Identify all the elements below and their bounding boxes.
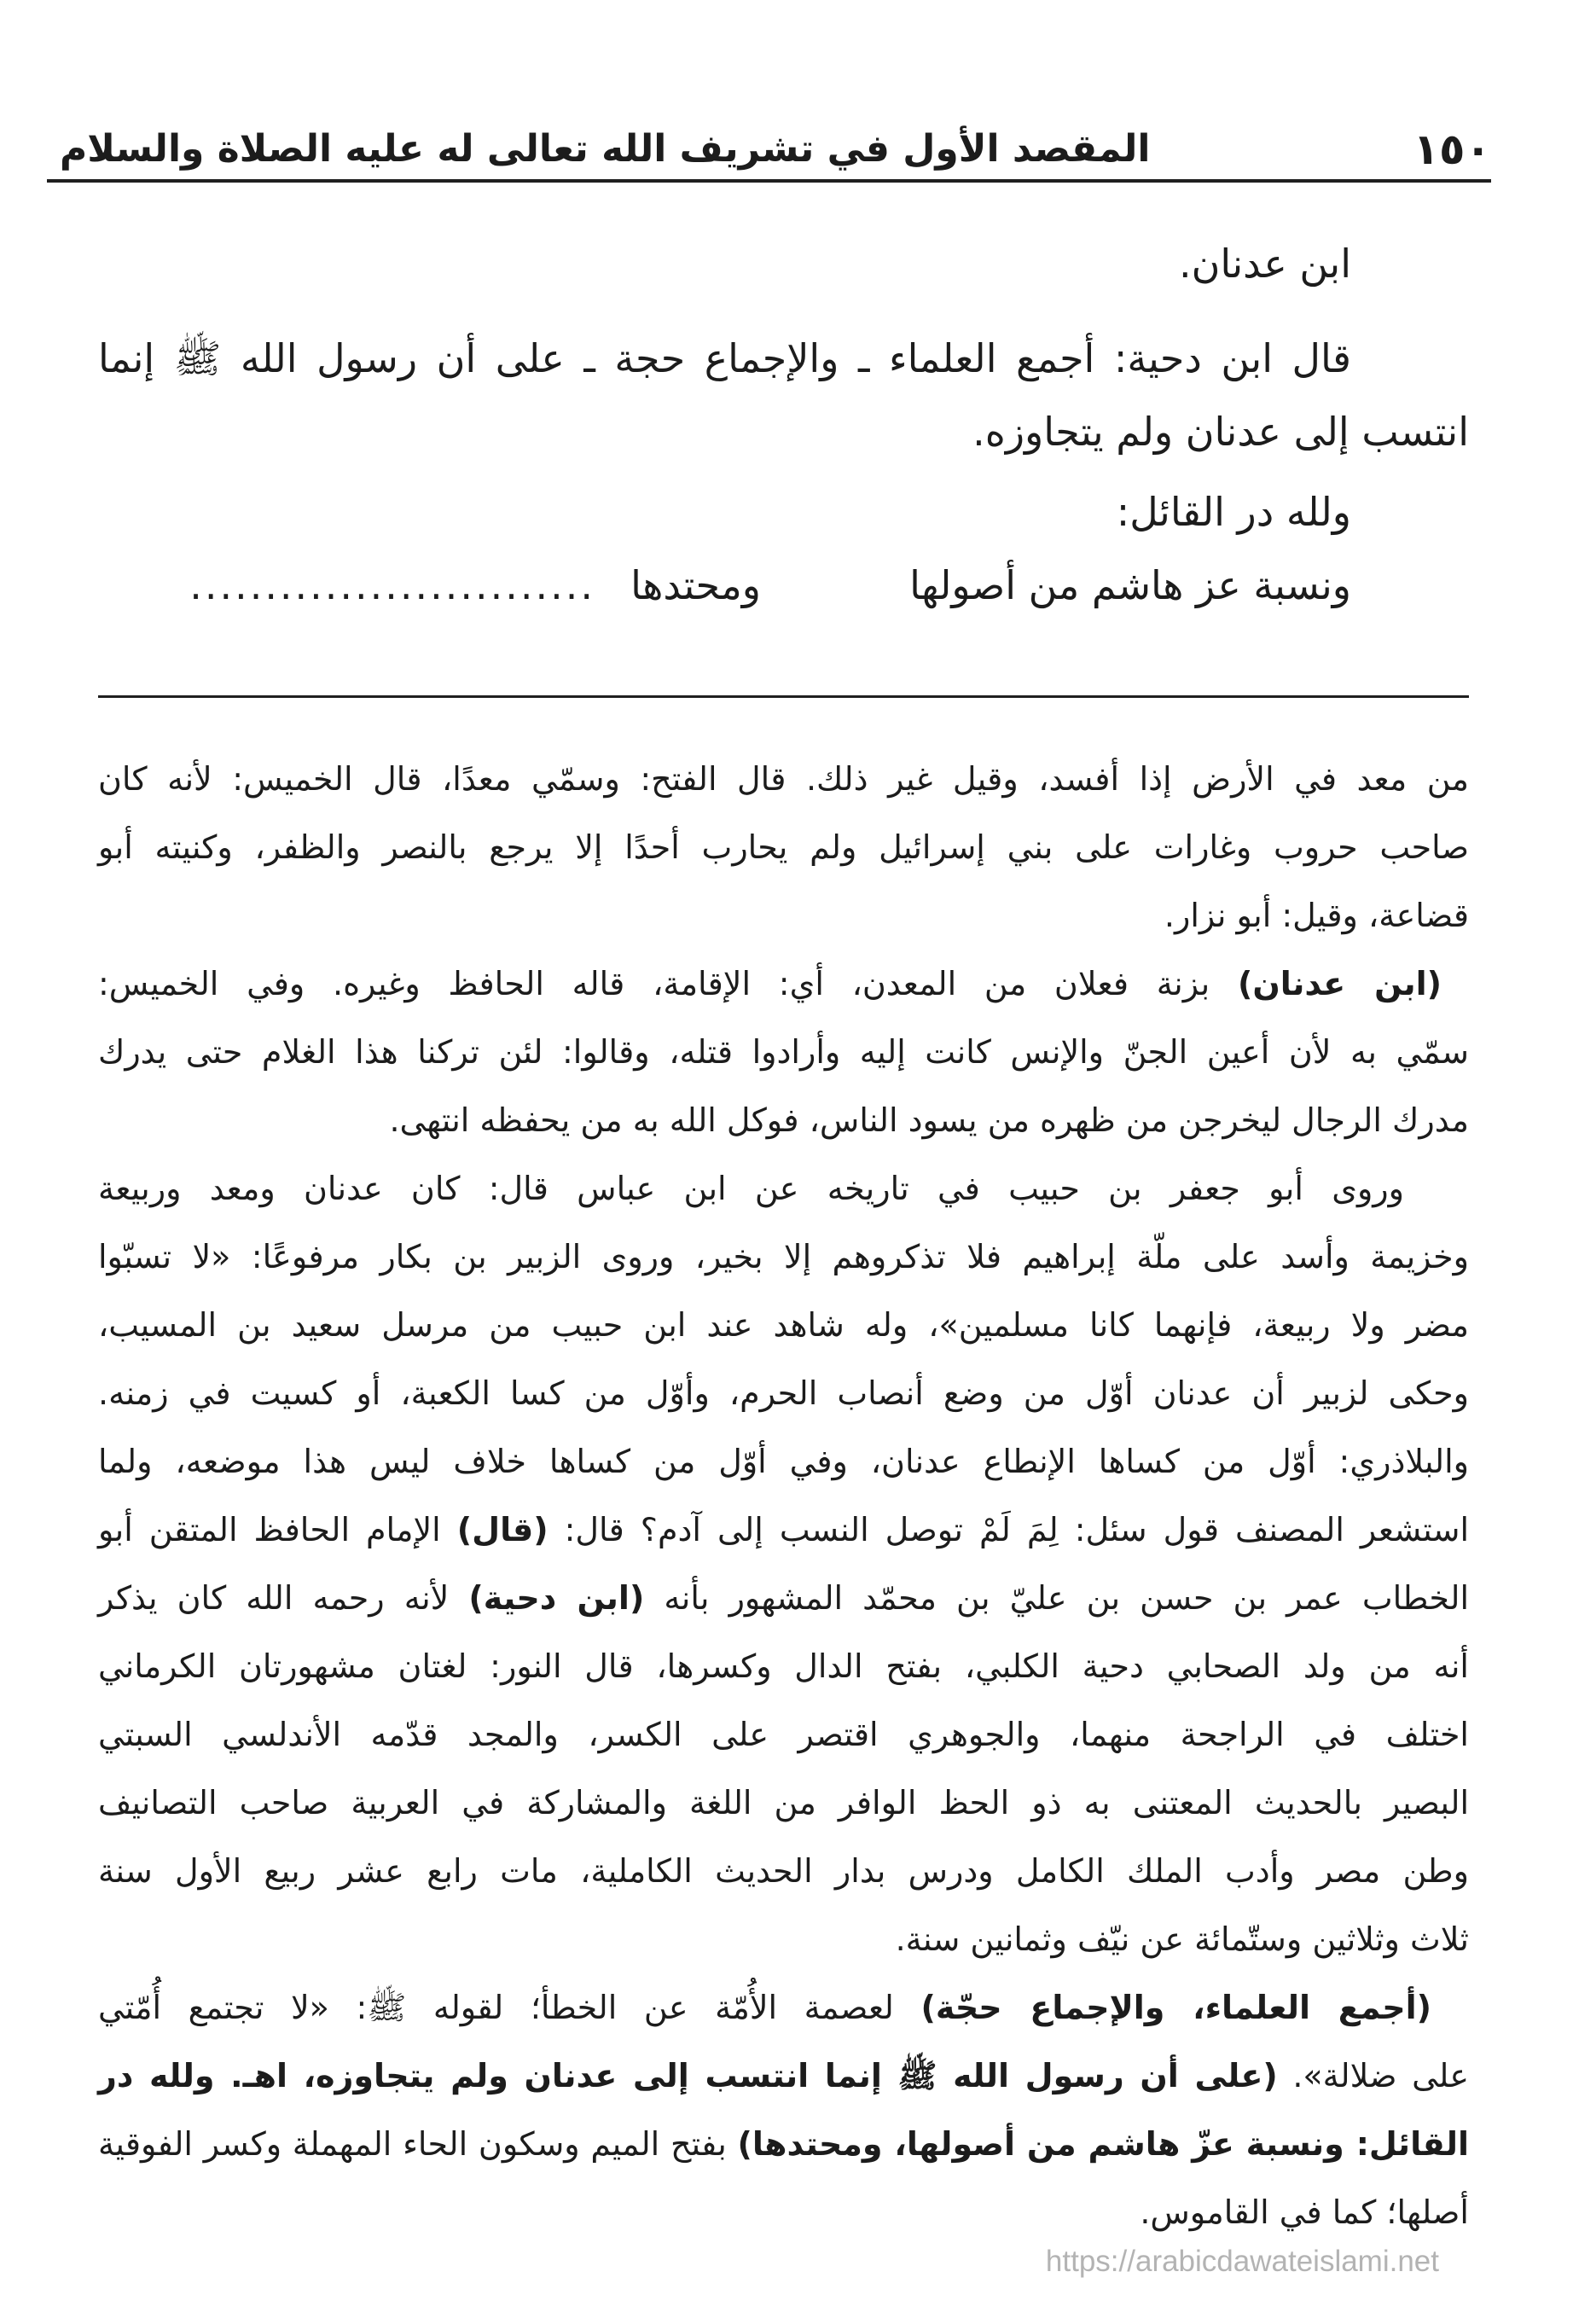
line-text: قال ابن دحية: أجمع العلماء ـ والإجماع حجة ـ على أن رسول الله ﷺ إنما — [98, 335, 1351, 381]
commentary-line — [98, 2178, 1469, 2246]
main-paragraph — [98, 227, 1469, 300]
line-text: لأنه رحمه الله كان يذكر — [98, 1579, 469, 1617]
commentary-line — [98, 1154, 1469, 1223]
line-text: بزنة فعلان من المعدن، أي: الإقامة، قاله الحافظ وغيره. وفي الخميس: — [98, 965, 1238, 1002]
commentary-line — [98, 950, 1469, 1018]
line-text: من معد في الأرض إذا أفسد، وقيل غير ذلك. قال الفتح: وسمّي معدًا، قال الخميس: لأنه كان — [98, 760, 1469, 798]
commentary-line — [98, 2042, 1469, 2110]
commentary-paragraph — [98, 1154, 1469, 1973]
quoted-matn-segment: (قال) — [456, 1511, 549, 1548]
commentary-line — [98, 881, 1469, 950]
line-text: وطن مصر وأدب الملك الكامل ودرس بدار الحديث الكاملية، مات رابع عشر ربيع الأول سنة — [98, 1852, 1469, 1890]
quoted-matn-segment: القائل: ونسبة عزّ هاشم من أصولها، ومحتدها) — [737, 2125, 1469, 2163]
line-text: بفتح الميم وسكون الحاء المهملة وكسر الفوقية — [98, 2125, 738, 2163]
commentary-line — [98, 1427, 1469, 1496]
line-text: البصير بالحديث المعتنى به ذو الحظ الوافر من اللغة والمشاركة في العربية صاحب التصانيف — [98, 1784, 1469, 1821]
line-text: الإمام الحافظ المتقن أبو — [98, 1511, 457, 1548]
quoted-matn-segment: (ابن دحية) — [468, 1579, 645, 1617]
commentary-line — [98, 1223, 1469, 1291]
commentary-line — [98, 1632, 1469, 1700]
running-header — [60, 115, 1491, 183]
commentary-line — [98, 813, 1469, 881]
watermark-url: https://arabicdawateislami.net — [1045, 2245, 1439, 2278]
main-paragraph — [98, 322, 1469, 468]
commentary-line — [98, 1086, 1469, 1154]
commentary — [98, 745, 1469, 2246]
quoted-matn-segment: (أجمع العلماء، والإجماع حجّة) — [920, 1989, 1432, 2026]
line-text: أنه من ولد الصحابي دحية الكلبي، بفتح الدال وكسرها، قال النور: لغتان مشهورتان الكرماني — [98, 1647, 1469, 1685]
chapter-title: المقصد الأول في تشريف الله تعالى له عليه الصلاة والسلام — [60, 127, 1151, 171]
line-text: انتسب إلى عدنان ولم يتجاوزه. — [972, 409, 1469, 455]
quoted-matn-segment: (ابن عدنان) — [1238, 965, 1442, 1002]
commentary-line — [98, 1973, 1469, 2042]
line-text: صاحب حروب وغارات على بني إسرائيل ولم يحارب أحدًا إلا يرجع بالنصر والظفر، وكنيته أبو — [98, 828, 1469, 866]
line-text: ابن عدنان. — [1178, 241, 1351, 287]
commentary-line — [98, 1769, 1469, 1837]
line-text: الخطاب عمر بن حسن بن عليّ بن محمّد المشهور بأنه — [644, 1579, 1470, 1617]
header-rule — [47, 179, 1491, 183]
line-text: وحكى لزبير أن عدنان أوّل من وضع أنصاب الحرم، وأوّل من كسا الكعبة، أو كسيت في زمنه. — [98, 1374, 1469, 1412]
commentary-paragraph — [98, 745, 1469, 950]
main-text-line — [98, 227, 1469, 300]
line-text: لعصمة الأُمّة عن الخطأ؛ لقوله ﷺ: «لا تجتمع أُمّتي — [98, 1989, 921, 2026]
commentary-paragraph — [98, 950, 1469, 1154]
commentary-line — [98, 1837, 1469, 1905]
verse-second-hemistich: ومحتدها — [630, 562, 761, 608]
line-text: ولله در القائل: — [1116, 489, 1351, 535]
commentary-paragraph — [98, 1973, 1469, 2246]
main-text-line — [98, 395, 1469, 468]
commentary-line — [98, 1700, 1469, 1769]
line-text: على ضلالة». — [1277, 2057, 1469, 2095]
commentary-line — [98, 1291, 1469, 1359]
commentary-line — [98, 745, 1469, 813]
line-text: مدرك الرجال ليخرجن من ظهره من يسود الناس، فوكل الله به من يحفظه انتهى. — [389, 1101, 1469, 1139]
commentary-line — [98, 2110, 1469, 2178]
line-text: استشعر المصنف قول سئل: لِمَ لَمْ توصل النسب إلى آدم؟ قال: — [548, 1511, 1469, 1548]
main-paragraph — [98, 475, 1469, 549]
commentary-line — [98, 1018, 1469, 1086]
commentary-line — [98, 1564, 1469, 1632]
line-text: اختلف في الراجحة منهما، والجوهري اقتصر على الكسر، والمجد قدّمه الأندلسي السبتي — [98, 1716, 1469, 1753]
line-text: والبلاذري: أوّل من كساها الإنطاع عدنان، وفي أوّل من كساها خلاف ليس هذا موضعه، ولما — [98, 1443, 1469, 1480]
commentary-line — [98, 1359, 1469, 1427]
line-text: وخزيمة وأسد على ملّة إبراهيم فلا تذكروهم إلا بخير، وروى الزبير بن بكار مرفوعًا: «لا تسبّوا — [98, 1238, 1469, 1275]
line-text: سمّي به لأن أعين الجنّ والإنس كانت إليه وأرادوا قتله، وقالوا: لئن تركنا هذا الغلام حتى يدرك — [98, 1033, 1469, 1071]
line-text: وروى أبو جعفر بن حبيب في تاريخه عن ابن عباس قال: كان عدنان ومعد وربيعة — [98, 1170, 1404, 1207]
commentary-separator — [98, 695, 1469, 698]
commentary-line — [98, 1496, 1469, 1564]
line-text: ثلاث وثلاثين وستّمائة عن نيّف وثمانين سنة. — [895, 1920, 1469, 1958]
page-number: ١٥٠ — [1413, 125, 1491, 174]
quoted-matn-segment: (على أن رسول الله ﷺ إنما انتسب إلى عدنان ولم يتجاوزه، اهـ. ولله در — [98, 2057, 1278, 2095]
verse-line — [98, 549, 1469, 622]
line-text: مضر ولا ربيعة، فإنهما كانا مسلمين»، وله شاهد عند ابن حبيب من مرسل سعيد بن المسيب، — [98, 1306, 1469, 1344]
verse-first-hemistich: ونسبة عز هاشم من أصولها — [909, 562, 1351, 608]
line-text: قضاعة، وقيل: أبو نزار. — [1164, 897, 1469, 934]
main-text — [98, 227, 1469, 622]
main-text-line — [98, 322, 1469, 395]
verse-ellipsis: ........................... — [189, 562, 595, 608]
commentary-line — [98, 1905, 1469, 1973]
main-text-line — [98, 475, 1469, 549]
line-text: أصلها؛ كما في القاموس. — [1140, 2193, 1469, 2231]
